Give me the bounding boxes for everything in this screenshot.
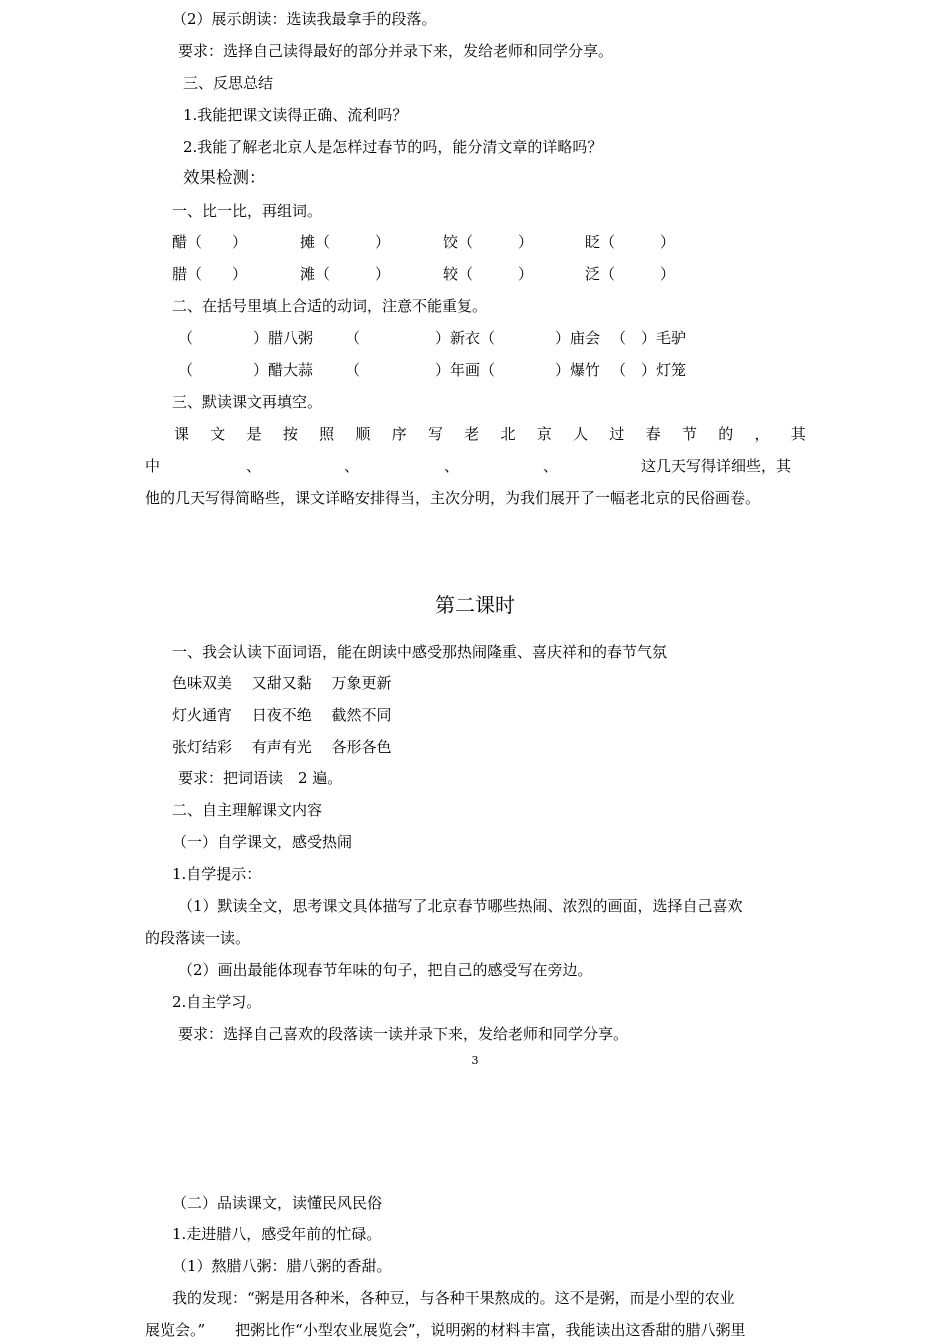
exercise-1-item: 泛（ ） — [585, 265, 676, 283]
exercise-1-item: 较（ ） — [443, 265, 534, 283]
exercise-2-item: （ ）年画（ ）爆竹 — [345, 361, 601, 379]
words-requirement: 要求：把词语读 2 遍。 — [178, 769, 343, 787]
tip-2: （2）画出最能体现春节年味的句子，把自己的感受写在旁边。 — [178, 961, 593, 979]
show-reading-requirement: 要求：选择自己读得最好的部分并录下来，发给老师和同学分享。 — [178, 42, 614, 60]
subsection-2-heading: （二）品读课文，读懂民风民俗 — [172, 1194, 383, 1212]
reflect-heading: 三、反思总结 — [183, 74, 274, 92]
exercise-3-line-2-end: 这几天写得详细些，其 — [641, 457, 792, 475]
exercise-3-line-3: 他的几天写得简略些，课文详略安排得当，主次分明，为我们展开了一幅老北京的民俗画卷。 — [145, 489, 761, 507]
exercise-3-line-1: 课 文 是 按 照 顺 序 写 老 北 京 人 过 春 节 的 ， 其 — [174, 425, 806, 443]
exercise-3-line-2-start: 中 — [145, 457, 161, 475]
exercise-1-item: 摊（ ） — [300, 233, 391, 251]
finding-line-2: 展览会。” 把粥比作“小型农业展览会”，说明粥的材料丰富，我能读出这香甜的腊八粥里 — [145, 1321, 746, 1339]
item-1: 1.走进腊八，感受年前的忙碌。 — [172, 1225, 382, 1243]
exercise-2-item: （ ）新衣（ ）庙会 — [345, 329, 601, 347]
exercise-2-item: （ ）灯笼 — [611, 361, 687, 379]
exercise-1-item: 滩（ ） — [300, 265, 391, 283]
exercise-1-item: 腊（ ） — [172, 265, 248, 283]
page-number: 3 — [471, 1054, 479, 1067]
word-row: 张灯结彩 有声有光 各形各色 — [172, 738, 392, 756]
item-1-1: （1）熬腊八粥：腊八粥的香甜。 — [172, 1257, 392, 1275]
tip-heading: 1.自学提示： — [172, 865, 262, 883]
exercise-3-heading: 三、默读课文再填空。 — [172, 393, 323, 411]
exercise-2-item: （ ）毛驴 — [611, 329, 687, 347]
word-row: 色味双美 又甜又黏 万象更新 — [172, 674, 392, 692]
section-1-heading: 一、我会认读下面词语，能在朗读中感受那热闹隆重、喜庆祥和的春节气氛 — [172, 643, 668, 661]
tip-1-line-2: 的段落读一读。 — [145, 929, 251, 947]
fill-blank-separator: 、 — [246, 457, 262, 475]
lesson-2-title: 第二课时 — [435, 593, 515, 617]
fill-blank-separator: 、 — [543, 457, 559, 475]
tip-1-line-1: （1）默读全文，思考课文具体描写了北京春节哪些热闹、浓烈的画面，选择自己喜欢 — [178, 897, 743, 915]
reflect-question-2: 2.我能了解老北京人是怎样过春节的吗，能分清文章的详略吗？ — [183, 138, 603, 156]
exercise-1-item: 醋（ ） — [172, 233, 248, 251]
reflect-question-1: 1.我能把课文读得正确、流利吗？ — [183, 106, 408, 124]
check-heading: 效果检测： — [183, 168, 266, 187]
exercise-1-heading: 一、比一比，再组词。 — [172, 202, 323, 220]
self-study: 2.自主学习。 — [172, 993, 262, 1011]
section-2-subheading: （一）自学课文，感受热闹 — [172, 833, 353, 851]
fill-blank-separator: 、 — [344, 457, 360, 475]
exercise-2-item: （ ）醋大蒜 — [178, 361, 314, 379]
word-row: 灯火通宵 日夜不绝 截然不同 — [172, 706, 392, 724]
show-reading: （2）展示朗读：选读我最拿手的段落。 — [172, 10, 437, 28]
section-2-heading: 二、自主理解课文内容 — [172, 801, 323, 819]
fill-blank-separator: 、 — [444, 457, 460, 475]
exercise-1-item: 眨（ ） — [585, 233, 676, 251]
self-study-requirement: 要求：选择自己喜欢的段落读一读并录下来，发给老师和同学分享。 — [178, 1025, 629, 1043]
finding-line-1: 我的发现：“粥是用各种米，各种豆，与各种干果熬成的。这不是粥，而是小型的农业 — [172, 1289, 735, 1307]
exercise-2-item: （ ）腊八粥 — [178, 329, 314, 347]
exercise-1-item: 饺（ ） — [443, 233, 534, 251]
exercise-2-heading: 二、在括号里填上合适的动词，注意不能重复。 — [172, 297, 488, 315]
